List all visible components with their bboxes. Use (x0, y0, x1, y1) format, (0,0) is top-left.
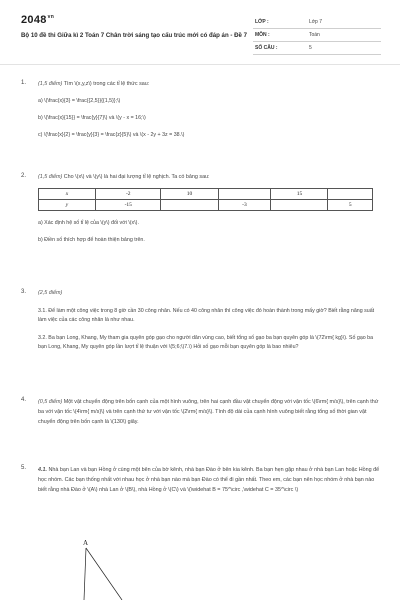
question-prompt (38, 289, 380, 298)
question-prompt (38, 80, 380, 89)
table-cell: 15 (271, 189, 328, 200)
question-body (38, 173, 380, 245)
meta-value: Lớp 7 (309, 19, 323, 25)
part-b: b) Điền số thích hợp để hoàn thiện bảng trên. (38, 237, 145, 243)
part-b: b) \(\frac{x}{15}} = \frac{y}{7}\) và \(y - x = 16;\) (38, 115, 146, 121)
part-a: a) Xác định hệ số tỉ lệ của \(y\) đối với \(x\). (38, 220, 139, 226)
meta-key: LỚP : (255, 19, 269, 25)
question-points: (2,5 điểm) (38, 290, 63, 296)
question-number: 5. (21, 465, 27, 471)
question-body (38, 465, 380, 495)
table-cell: -2 (96, 189, 161, 200)
vertex-label-a: A (83, 539, 89, 547)
table-cell: 5 (328, 200, 373, 211)
prompt-text: Tìm \(x,y,z\) trong các tỉ lệ thức sau: (63, 81, 150, 87)
table-cell: -3 (218, 200, 271, 211)
part-a: a) \(\frac{x}{3} = \frac{{2,5}}{{1,5}};\) (38, 98, 121, 104)
question-points: (0,5 điểm) (38, 399, 63, 405)
meta-row-class (253, 16, 381, 29)
document-title: Bộ 10 đề thi Giữa kì 2 Toán 7 Chân trời sáng tạo cấu trúc mới có đáp án - Đề 7 (21, 32, 247, 39)
triangle-edge (86, 548, 122, 600)
question-text (38, 465, 380, 495)
meta-value: 5 (309, 45, 312, 51)
header-divider (0, 64, 400, 65)
question-number: 1. (21, 80, 27, 86)
meta-row-question-count (253, 42, 381, 55)
question-prompt (38, 173, 380, 182)
table-cell: 10 (161, 189, 218, 200)
meta-key: MÔN : (255, 32, 270, 38)
table-cell (328, 189, 373, 200)
question-text (38, 397, 380, 427)
part-lead: 4.1. (38, 467, 47, 473)
question-points: (1,5 điểm) (38, 174, 63, 180)
table-cell (218, 189, 271, 200)
logo-text: 2048 (21, 14, 47, 26)
values-table (38, 188, 373, 211)
table-cell: x (39, 189, 96, 200)
part-c: c) \(\frac{x}{2} = \frac{y}{3} = \frac{z}{5}\) và \(x - 2y + 3z = 38.\) (38, 132, 185, 138)
prompt-text: Cho \(x\) và \(y\) là hai đại lượng tỉ lệ nghịch. Ta có bảng sau: (63, 174, 210, 180)
question-body (38, 80, 380, 140)
question-points: (1,5 điểm) (38, 81, 63, 87)
prompt-text: Một vật chuyển động trên bốn cạnh của một hình vuông, trên hai cạnh đầu vật chuyển động với vận tốc \(6\rm{ m/s}\), trên cạnh thứ ba với vận tốc \(4\rm{ m/s}\) và trên cạnh thứ tư với vận tốc \(2\rm{ m/s}\). Tính độ dài của cạnh hình vuông biết rằng tổng số thời gian vật chuyển động trên bốn cạnh là \(130\) giây. (38, 399, 379, 425)
triangle-figure (74, 536, 134, 600)
question-number: 4. (21, 397, 27, 403)
meta-value: Toán (309, 32, 320, 38)
logo-suffix: vn (47, 14, 55, 21)
question-body (38, 289, 380, 352)
table-cell (161, 200, 218, 211)
meta-key: SỐ CÂU : (255, 45, 278, 51)
question-number: 2. (21, 173, 27, 179)
question-number: 3. (21, 289, 27, 295)
meta-row-subject (253, 29, 381, 42)
table-row-x (39, 189, 373, 200)
part-3-1: 3.1. Để làm một công việc trong 8 giờ cần 30 công nhân. Nếu có 40 công nhân thì công việc đó hoàn thành trong mấy giờ? Biết rằng năng suất làm việc của các công nhân là như nhau. (38, 308, 375, 323)
document-header (21, 14, 381, 60)
triangle-edge (84, 548, 86, 600)
table-row-y (39, 200, 373, 211)
table-cell (271, 200, 328, 211)
table-cell: -15 (96, 200, 161, 211)
table-cell: y (39, 200, 96, 211)
part-3-2: 3.2. Ba bạn Long, Khang, My tham gia quyên góp gạo cho người dân vùng cao, biết tổng số gạo ba bạn quyên góp là \(72\rm{ kg}\). Số gạo ba bạn Long, Khang, My quyên góp lần lượt tỉ lệ thuận với \(5;6;\)7.\) Hỏi số gạo mỗi bạn quyên góp là bao nhiêu? (38, 335, 374, 350)
question-body (38, 397, 380, 427)
prompt-text: Nhà bạn Lan và bạn Hồng ở cùng một bên của bờ kênh, nhà bạn Đào ở bên kia kênh. Ba bạn hẹn gặp nhau ở nhà bạn Lan hoặc Hồng để học nhóm. Các bạn thống nhất với nhau học ở nhà bạn nào mà bạn Đào có thể đi gần nhất. Theo em, các bạn nên học nhóm ở nhà bạn nào biết rằng nhà Đào ở \(A\) nhà Lan ở \(B\), nhà Hồng ở \(C\) và \(\widehat B = 75^\circ ,\widehat C = 35^\circ \) (38, 467, 380, 493)
site-logo[interactable] (21, 14, 54, 26)
meta-table (253, 16, 381, 55)
